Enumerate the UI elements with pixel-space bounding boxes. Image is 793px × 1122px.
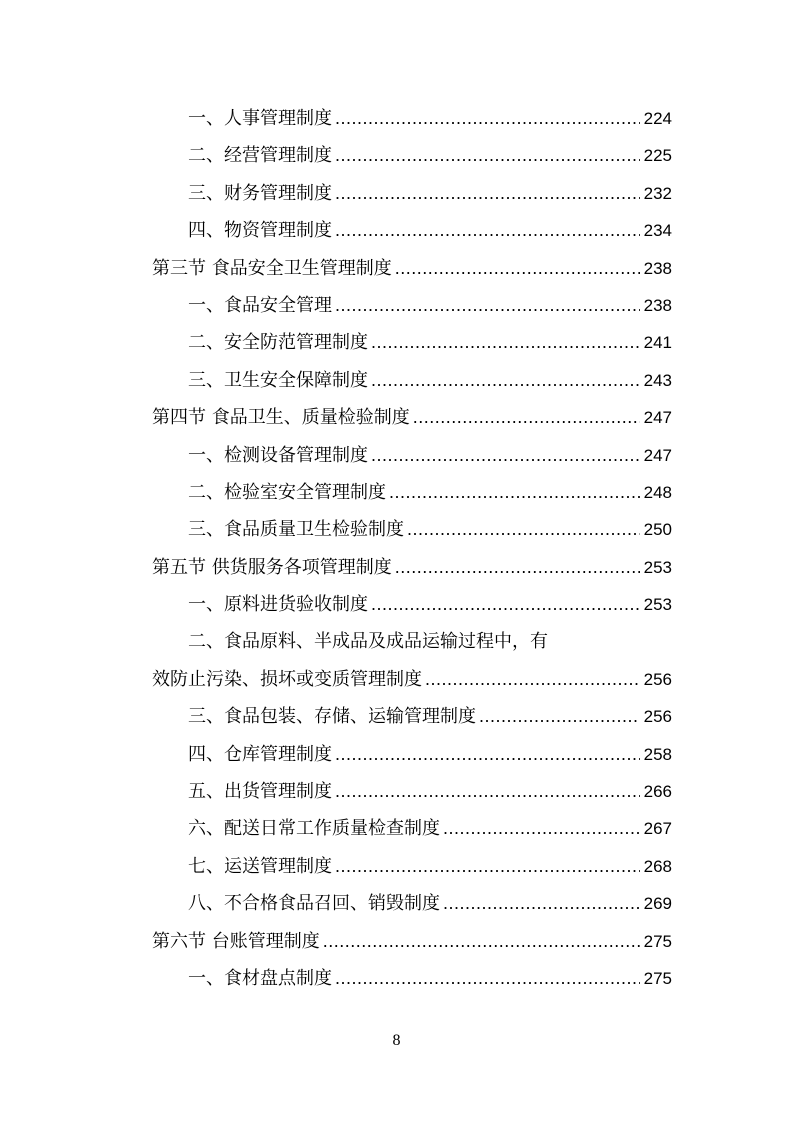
- toc-entry-label: 一、原料进货验收制度: [188, 594, 368, 616]
- toc-entry-page: 256: [643, 669, 672, 689]
- toc-entry[interactable]: [152, 399, 672, 436]
- toc-entry-page: 238: [643, 295, 672, 315]
- dot-leader: [389, 474, 640, 511]
- toc-entry[interactable]: [152, 736, 672, 773]
- dot-leader: [371, 586, 640, 623]
- toc-entry-label: 第五节 供货服务各项管理制度: [152, 556, 392, 578]
- dot-leader: [407, 511, 640, 548]
- toc-entry-label: 一、食材盘点制度: [188, 967, 332, 989]
- dot-leader: [335, 212, 640, 249]
- toc-entry-page: 234: [643, 221, 672, 241]
- toc-entry-page: 275: [643, 931, 672, 951]
- toc-entry[interactable]: [152, 212, 672, 249]
- toc-entry-label: 三、食品包装、存储、运输管理制度: [188, 706, 476, 728]
- toc-entry[interactable]: [152, 549, 672, 586]
- toc-entry-page: 250: [643, 520, 672, 540]
- dot-leader: [335, 137, 640, 174]
- toc-entry[interactable]: [152, 100, 672, 137]
- toc-entry-label: 三、食品质量卫生检验制度: [188, 519, 404, 541]
- toc-entry-label: 第四节 食品卫生、质量检验制度: [152, 407, 410, 429]
- dot-leader: [443, 885, 640, 922]
- dot-leader: [395, 250, 640, 287]
- toc-entry[interactable]: [152, 511, 672, 548]
- dot-leader: [335, 773, 640, 810]
- toc-entry[interactable]: [152, 810, 672, 847]
- toc-entry-label: 五、出货管理制度: [188, 781, 332, 803]
- toc-entry[interactable]: [152, 287, 672, 324]
- dot-leader: [335, 100, 640, 137]
- toc-entry[interactable]: [152, 586, 672, 623]
- dot-leader: [395, 549, 640, 586]
- toc-entry[interactable]: [152, 137, 672, 174]
- toc-entry-page: 269: [643, 894, 672, 914]
- dot-leader: [323, 923, 640, 960]
- dot-leader: [443, 810, 640, 847]
- toc-entry-page: 247: [643, 408, 672, 428]
- toc-entry-label: 二、食品原料、半成品及成品运输过程中，有: [188, 631, 548, 653]
- toc-entry[interactable]: [152, 324, 672, 361]
- toc-entry[interactable]: [152, 885, 672, 922]
- dot-leader: [425, 661, 640, 698]
- toc-entry-label: 四、物资管理制度: [188, 220, 332, 242]
- toc-entry-label: 六、配送日常工作质量检查制度: [188, 818, 440, 840]
- toc-entry-page: 267: [643, 819, 672, 839]
- dot-leader: [371, 362, 640, 399]
- dot-leader: [335, 287, 640, 324]
- page-number: 8: [392, 1032, 401, 1049]
- toc-entry-page: 266: [643, 782, 672, 802]
- toc-entry-label: 一、检测设备管理制度: [188, 444, 368, 466]
- toc-entry-page: 232: [643, 183, 672, 203]
- toc-entry[interactable]: [152, 923, 672, 960]
- toc-entry-page: 248: [643, 482, 672, 502]
- toc-entry-label: 一、人事管理制度: [188, 108, 332, 129]
- dot-leader: [335, 175, 640, 212]
- toc-entry[interactable]: [152, 960, 672, 997]
- toc-entry-page: 247: [643, 445, 672, 465]
- toc-entry-label: 第六节 台账管理制度: [152, 930, 320, 952]
- toc-entry-page: 238: [643, 258, 672, 278]
- toc-entry-page: 224: [643, 109, 672, 128]
- dot-leader: [413, 399, 640, 436]
- toc-entry-label: 八、不合格食品召回、销毁制度: [188, 893, 440, 915]
- toc-entry-page: 241: [643, 333, 672, 353]
- toc-entry[interactable]: [152, 848, 672, 885]
- toc-entry-label: 一、食品安全管理: [188, 294, 332, 316]
- toc-entry[interactable]: [152, 437, 672, 474]
- toc-entry[interactable]: [152, 474, 672, 511]
- toc-entry-page: 275: [643, 968, 672, 988]
- toc-entry[interactable]: [152, 362, 672, 399]
- toc-entry-label: 第三节 食品安全卫生管理制度: [152, 257, 392, 279]
- toc-entry-page: 243: [643, 370, 672, 390]
- dot-leader: [371, 324, 640, 361]
- toc-entry[interactable]: [152, 175, 672, 212]
- toc-entry-label: 七、运送管理制度: [188, 855, 332, 877]
- toc-entry-label: 二、安全防范管理制度: [188, 332, 368, 354]
- toc-entry-label: 三、财务管理制度: [188, 182, 332, 204]
- dot-leader: [335, 848, 640, 885]
- toc-entry[interactable]: [152, 698, 672, 735]
- toc-entry-page: 253: [643, 595, 672, 615]
- dot-leader: [335, 960, 640, 997]
- dot-leader: [371, 437, 640, 474]
- toc-entry-page: 225: [643, 146, 672, 166]
- dot-leader: [335, 736, 640, 773]
- toc-entry[interactable]: [152, 661, 672, 698]
- dot-leader: [479, 698, 640, 735]
- toc-entry-page: 268: [643, 856, 672, 876]
- toc-entry-label: 三、卫生安全保障制度: [188, 369, 368, 391]
- toc-entry-label: 二、检验室安全管理制度: [188, 481, 386, 503]
- toc-entry[interactable]: [152, 250, 672, 287]
- toc-entry-label: 四、仓库管理制度: [188, 743, 332, 765]
- toc-entry[interactable]: [152, 623, 672, 660]
- toc-entry-page: 256: [643, 707, 672, 727]
- table-of-contents: [152, 100, 672, 997]
- toc-entry-page: 253: [643, 557, 672, 577]
- toc-entry-page: 258: [643, 744, 672, 764]
- toc-entry[interactable]: [152, 773, 672, 810]
- toc-entry-label: 二、经营管理制度: [188, 145, 332, 167]
- toc-entry-label: 效防止污染、损坏或变质管理制度: [152, 668, 422, 690]
